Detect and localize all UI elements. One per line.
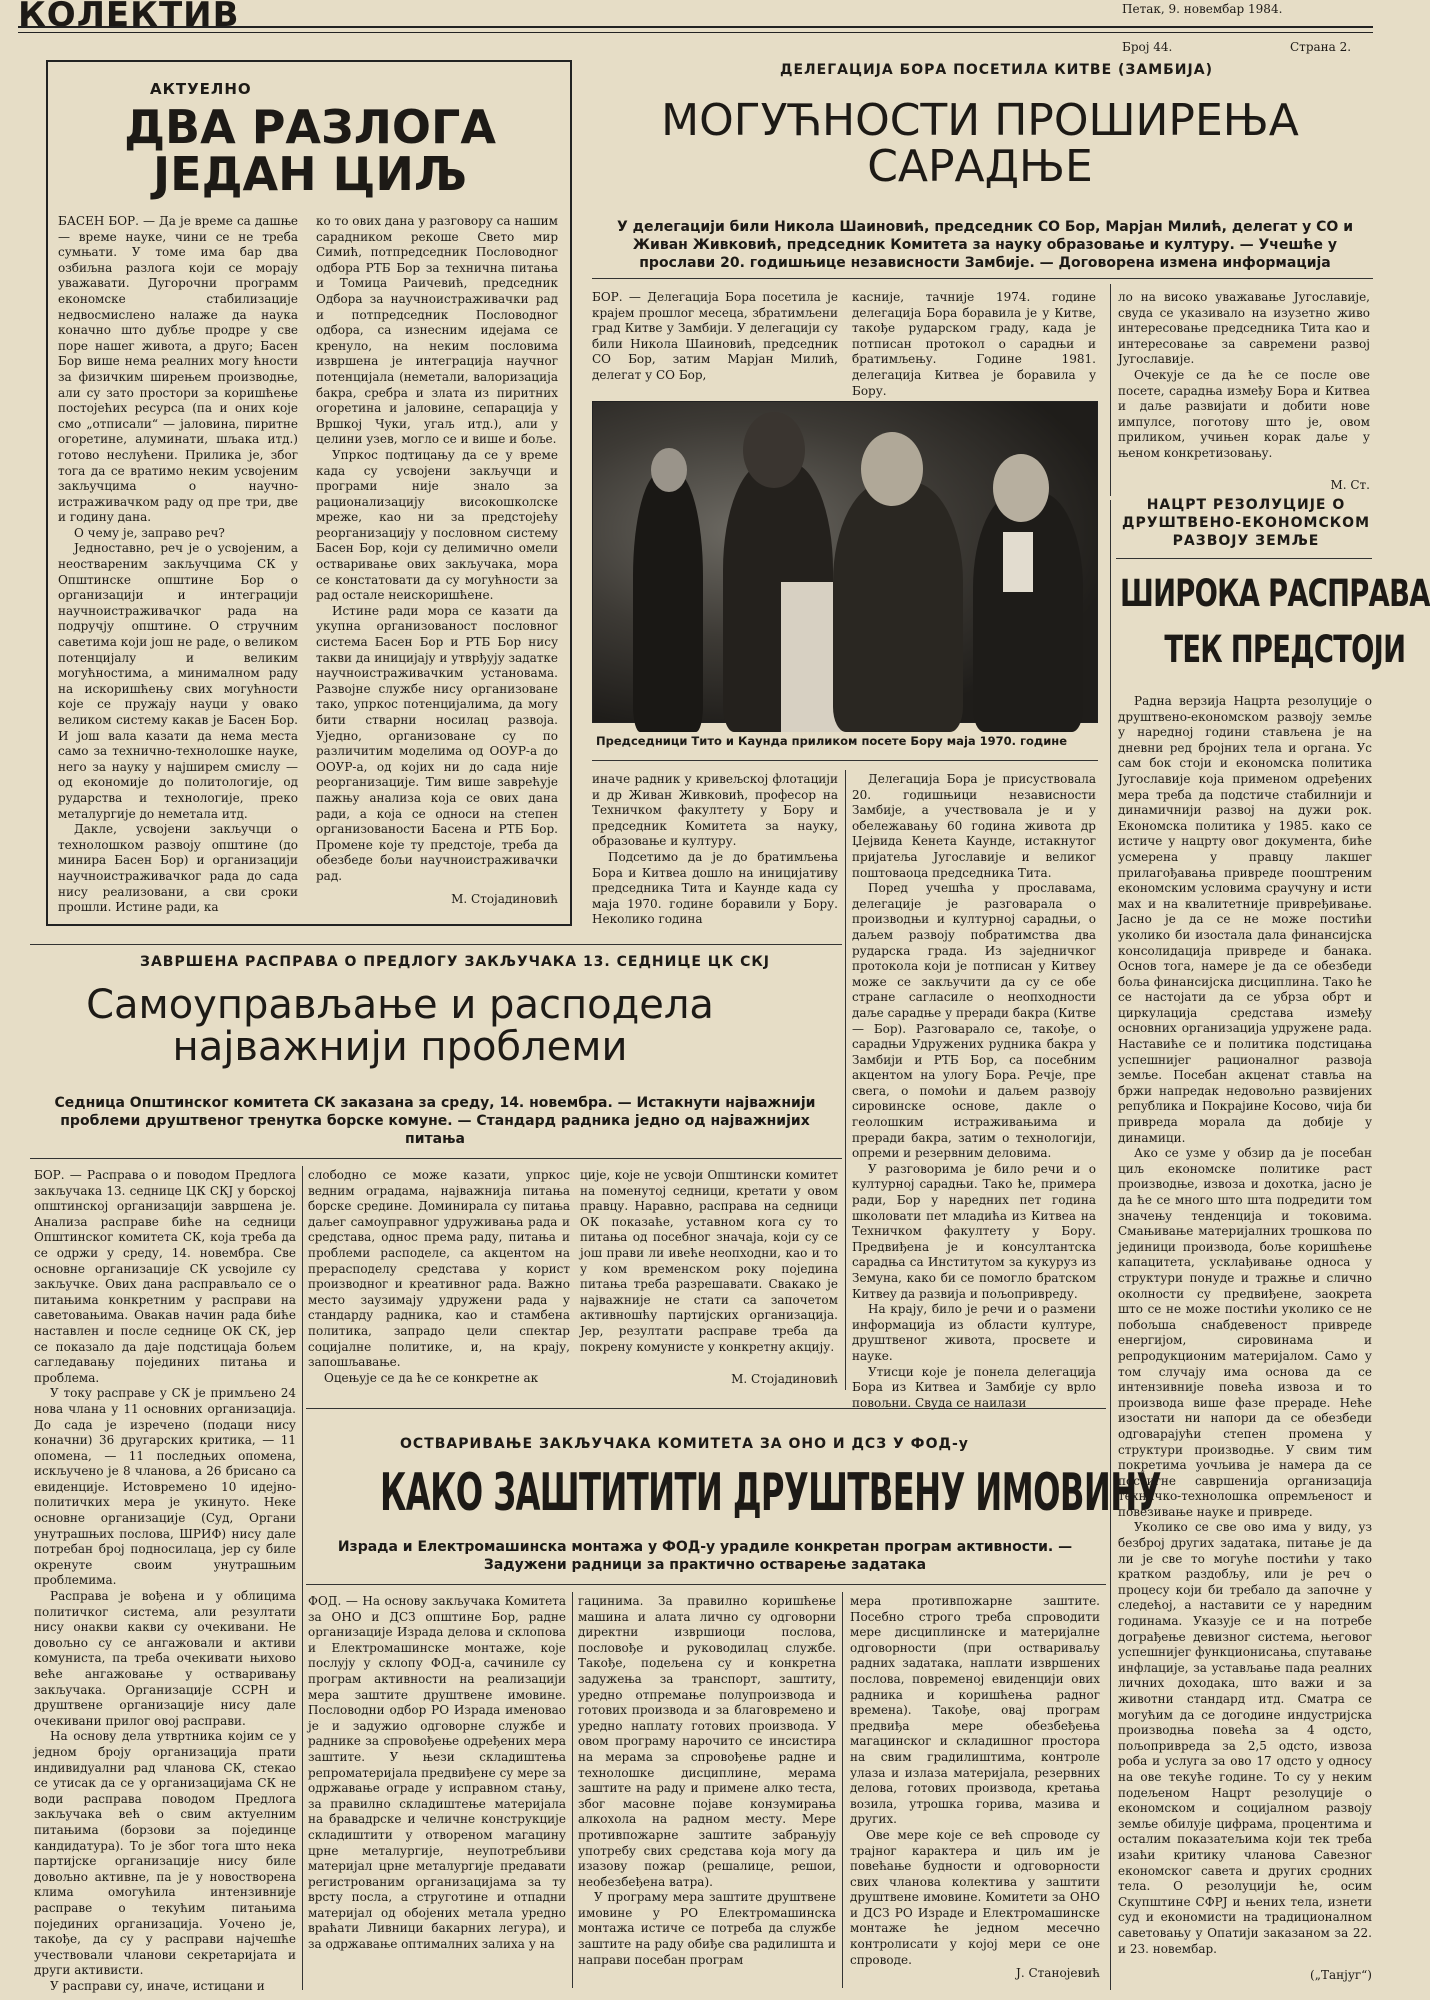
masthead: КОЛЕКТИВ [18, 0, 240, 35]
article1-title [60, 100, 560, 201]
column-divider [302, 1166, 303, 1990]
article4-column [1118, 694, 1372, 1964]
paragraph: У току расправе у СК је примљено 24 нова члана у 11 основних организација. До сада је изречено (подаци нису коначни) 36 другарских критика, — 11 опомена, — 11 последњих опомена, искључено је 8 чланова, а 26 брисано са евиденције. Истовремено 10 идејно-политичких мера је укинуто. Неке основне организације (Суд, Органи унутрашњих послова, ШРИФ) нису дале потребан број подносилаца, јер су биле окренуте своим унутрашњим проблемима. [34, 1386, 296, 1588]
column-divider [842, 1592, 843, 1988]
paragraph: Дакле, усвојени закључци о технолошком развоју општине (до минира Басен Бор) и организацији научноистраживачког рада до сада нису реализовани, а сви сроки прошли. Истине ради, ка [58, 822, 298, 915]
paragraph: Подсетимо да је до братимљења Бора и Китвеа дошло на иницијативу председника Тита и Каунде када су маја 1970. године боравили у Бору. Неколико година [592, 849, 838, 927]
article2-column-3-top [1118, 290, 1370, 460]
paragraph: БОР. — Расправа о и поводом Предлога закључака 13. седнице ЦК СКЈ у борској општинској организацији завршена је. Анализа расправе биће на седници Општинског комитета СК, која треба да се одржи у среду, 14. новембра. Све основне организације СК усвојиле су закључке. Ових дана расправљало се о питањима конкретним у расправи на саветовањима. Овакав начин рада биће наставлен и после седнице ОК СК, јер се показало да даје подстицаја бољем сагледавању појединих питања и проблема. [34, 1168, 296, 1385]
article3-title-line1: Самоуправљање и расподела [86, 982, 714, 1028]
paragraph: Расправа је вођена и у облицима политичког система, али резултати нису онакви какви су очекивани. Не довољно су се ангажовали и активи комуниста, па треба очекивати њихово веће ангажовање у остваривању закључака. Организације ССРН и друштвене организације нису дале очекивани прилог овој расправи. [34, 1589, 296, 1728]
column-divider [845, 770, 846, 1390]
article1-column-1 [58, 214, 298, 914]
article2-kicker: ДЕЛЕГАЦИЈА БОРА ПОСЕТИЛА КИТВЕ (ЗАМБИЈА) [780, 62, 1213, 78]
article3-title-line2: најважнији проблеми [172, 1024, 628, 1070]
article5-kicker: ОСТВАРИВАЊЕ ЗАКЉУЧАКА КОМИТЕТА ЗА ОНО И ДСЗ У ФОД-у [400, 1436, 969, 1452]
paragraph: Делегација Бора је присуствовала 20. годишњици независности Замбије, а учествовала је и у обележавању 60 година живота др Џејвида Кенета Каунде, истакнутог пријатеља Југославије и великог поштоваоца председника Тита. [852, 772, 1096, 880]
article1-column-2 [316, 214, 558, 884]
paragraph: Ако се узме у обзир да је посебан циљ економске политике раст производње, извоза и дохотка, јасно је да ће се много што шта подредити том значењу тенденција и токовима. Смањивање материјалних трошкова по јединици производа, боље коришћење капацитета, усклађивање односа у структури понуде и тражње и слично околности су предвиђене, заокрета што се не може постићи уколико се не побољша снабдевеност привреде енергијом, сировинама и репродукционим материјалом. Само у том случају има основа да се интензивније повећа извоза и то производа више фазе прераде. Неће изостати ни напори да се обезбеди одговарајући степен промена у структури производње. У свим тим покретима уочљива је намера да се постигне савршенија организација техничко-технолошка опремљеност и повезивање науке и привреде. [1118, 1146, 1372, 1519]
article5-rule [306, 1408, 1106, 1409]
article1-title-line2: ЈЕДАН ЦИЉ [153, 146, 467, 201]
article4-signature: („Танјуг“) [1310, 1968, 1372, 1982]
article3-lead-rule [30, 1158, 842, 1159]
paragraph: ФОД. — На основу закључака Комитета за ОНО и ДСЗ општине Бор, радне организације Израда делова и склопова и Електромашинске монтаже, које послују у склопу ФОД-а, сачиниле су програм активности на реализацији мера заштите друштвене имовине. Пословодни одбор РО Израда именовао је и задужио одговорне службе и раднике за спровођење одређених мера заштите. У њези складиштења репроматеријала предвиђене су мере за одржавање ограде у исправном стању, за правилно складиштење материјала на бравадрске и челичне конструкције складиштити у отвореном магацину црне металургије, неупотребљиви материјал црне металургије предавати регистрованим организацијама за ту врсту посла, а струготине и отпадни материјал од обојених метала уредно враћати Ливници бакарних легура), и за одржавање оптималних залиха у на [308, 1594, 566, 1952]
article3-signature: М. Стојадиновић [731, 1372, 838, 1386]
paragraph: ције, које не усвоји Општински комитет на поменутој седници, кретати у овом правцу. Наравно, расправа на седници ОК показаће, уставном кога су то питања од посебног значаја, који су се још прави ли ивеће неопходни, као и то у ком временском року поједина питања треба разрешавати. Свакако је најважније не стати са започетом активношћу партијских организација. Јер, резултати расправе треба да покрену комунисте у конкретну акцију. [580, 1168, 838, 1354]
article2-column-1-bottom [592, 772, 838, 927]
photo-tito-kaunda [592, 401, 1098, 723]
article5-lead-rule [306, 1584, 1106, 1585]
paragraph: На крају, било је речи и о размени информација из области културе, друштвеног живота, просвете и науке. [852, 1302, 1096, 1363]
article3-title [40, 984, 760, 1068]
paragraph: У разговорима је било речи и о културној сарадњи. Тако ће, примера ради, Бор у наредних пет година школовати пет младића из Китвеа на Техничком факултету у Бору. Предвиђена је и консултантска сарадња са Институтом за кукуруз из Земуна, како би се помогло братском Китвеу да развија и пољопривреду. [852, 1161, 1096, 1301]
header-date: Петак, 9. новембар 1984. [1122, 2, 1283, 16]
article3-column-1 [34, 1168, 296, 1993]
article3-lead: Седница Општинског комитета СК заказана за среду, 14. новембра. — Истакнути најважнији проблеми друштвеног тренутка борске комуне. — Стандард радника једно од најважнијих питања [54, 1095, 816, 1147]
article5-signature: Ј. Станојевић [1016, 1966, 1100, 1980]
article2-title-line1: МОГУЋНОСТИ ПРОШИРЕЊА [661, 95, 1299, 146]
article2-column-1-top [592, 290, 838, 394]
column-divider [1110, 284, 1111, 496]
article2-title-line2: САРАДЊЕ [867, 141, 1093, 193]
article4-kicker: НАЦРТ РЕЗОЛУЦИЈЕ О ДРУШТВЕНО-ЕКОНОМСКОМ РАЗВОЈУ ЗЕМЉЕ [1121, 497, 1371, 549]
header-issue: Број 44. [1122, 40, 1173, 54]
article1-signature: М. Стојадиновић [451, 892, 558, 906]
paragraph: Радна верзија Нацрта резолуције о друштвено-економском развоју земље у наредној години стављена је на дневни ред бројних тела и органа. Ус сам бок стоји и економска политика Југославије која применом одређених мера треба да подстиче стабилнији и динамичнији развој на дужи рок. Економска политика у 1985. како се истиче у нацрту овог документа, биће усмерена у правцу лакшег прилагођавања привреде пооштреним економским условима сраучуну и исти мах и на квалитетније привређивање. Јасно је да се не може постићи уколико би изостала дала финансијска консолидација привреде и банака. Основ тога, намере је да се обезбеди боља финансијска дисциплина. Тако ће се настојати да се убрза обрт и циркулација средстава између основних организација удружене рада. Наставиће се и политика подстицања успешнијег рационалног развоја земље. Посебан акценат ставља на бржи напредак недовољно развијених република и Покрајине Косово, чија би привреда морала да добије у динамици. [1118, 694, 1372, 1145]
paragraph: БОР. — Делегација Бора посетила је крајем прошлог месеца, збратимљени град Китве у Замбији. У делегацији су били Никола Шаиновић, председник СО Бор, затим Марјан Милић, делегат у СО Бор, [592, 290, 838, 382]
top-rule-thin [18, 32, 1373, 33]
article4-rule [1116, 558, 1372, 559]
paragraph: ло на високо уважавање Југославије, свуда се указивало на изузетно живо интересовање председника Тита као и интересовање за савремени развој Југославије. [1118, 290, 1370, 367]
article2-column-2-bottom [852, 772, 1096, 1410]
article2-column-2-top [852, 290, 1096, 398]
article3-kicker: ЗАВРШЕНА РАСПРАВА О ПРЕДЛОГУ ЗАКЉУЧАКА 13. СЕДНИЦЕ ЦК СКЈ [140, 954, 771, 970]
article5-column-1 [308, 1594, 566, 1988]
article4-title-line2: ТЕК ПРЕДСТОЈИ [1164, 628, 1406, 671]
paragraph: Истине ради мора се казати да укупна организованост пословног система Басен Бор и РТБ Бор нису такви да иницијају и утврђују задатке научноистраживачким установама. Развојне службе нису организоване тако, упркос потенцијалима, да могу бити стварни носилац развоја. Уједно, организоване су по различитим моделима од ООУР-а до ООУР-а, од којих ни до сада није реорганизације. Тим више заврећује пажњу анализа која се ових дана ради, а која се односи на степен организованости Басена и РТБ Бор. Промене које ту предстоје, треба да обезбеде бољи научноистраживачки рад. [316, 603, 558, 883]
article4-title-line1: ШИРОКА РАСПРАВА [1120, 572, 1430, 615]
paragraph: Ове мере које се већ спроводе су трајног карактера и циљ им је повећање будности и одговорности свих чланова колектива у заштити друштвене имовине. Комитети за ОНО и ДСЗ РО Израде и Електромашинске монтаже ће једном месечно контролисати у којој мери се оне спроводе. [850, 1827, 1100, 1967]
article3-column-2 [308, 1168, 570, 1385]
article5-lead: Израда и Електромашинска монтажа у ФОД-у урадиле конкретан програм активности. — Задужени радници за практично остварење задатака [337, 1539, 1073, 1573]
column-divider [1110, 500, 1111, 1990]
article3-column-3 [580, 1168, 838, 1368]
paragraph: Оцењује се да ће се конкретне ак [324, 1370, 539, 1385]
paragraph: У расправи су, иначе, истицани и [50, 1978, 265, 1993]
column-divider [572, 1592, 573, 1988]
paragraph: Поред учешћа у прославама, делегације је разговарала о производњи и културној сарадњи, о даљем развоју побратимства два рударска града. Из заједничког протокола који је потписан у Китвеу може се закључити да су се обе стране сагласиле о неопходности даље сарадње у преради бакра (Китве — Бор). Разговарало се, такође, о сарадњи Удружених рудника бакра у Замбији и РТБ Бор, са посебним акцентом на улогу Бора. Речје, пре свега, о помоћи и даљем развоју сировинске основе, дакле о геолошким истраживањима и преради бакра, затим о технологији, опреми и резервним деловима. [852, 881, 1096, 1161]
article5-column-2 [578, 1594, 836, 1988]
paragraph: касније, тачније 1974. године делегација Бора боравила је у Китве, такође рударском граду, када је потписан протокол о сарадњи и братимљењу. Године 1981. делегација Китвеа је боравила у Бору. [852, 290, 1096, 398]
article2-lead: У делегацији били Никола Шаиновић, председник СО Бор, Марјан Милић, делегат у СО и Живан Живковић, председник Комитета за науку образовање и културу. — Учешће у прослави 20. годишњице независности Замбије. — Договорена измена информација [616, 219, 1354, 271]
paragraph: мера противпожарне заштите. Посебно строго треба спроводити мере дисциплинске и материјалне одговорности (при оствариваљу радних задатака, наплати извршених послова, повременој евиденцији ових радника и коришћења радног времена). Такође, овај програм предвиђа мере обезбеђења магацинског и складишног простора на свим градилиштима, контроле улаза и излаза материјала, резервних делова, готових производа, кретања возила, утрошка горива, мазива и других. [850, 1594, 1100, 1827]
paragraph: слободно се може казати, упркос ведним оградама, најважнија питања борске средине. Доминирала су питања даљег самоуправног удруживања рада и средстава, однос према раду, питања и проблеми расподеле, са акцентом на прерасподелу средстава у корист производног и креативног рада. Важно место заузимају удружени рада у стандарду радника, као и стамбена политика, запрадо цели спектар социјалне политике, и, на крају, запошљавање. [308, 1168, 570, 1370]
article2-title [600, 95, 1360, 193]
article2-short-signature: М. Ст. [1330, 478, 1370, 492]
paragraph: У програму мера заштите друштвене имовине у РО Електромашинска монтажа истиче се потреба да службе заштите на раду обиђе сва радилишта и направи посебан програм [578, 1890, 836, 1967]
header-page: Страна 2. [1290, 40, 1352, 54]
paragraph: ко то ових дана у разговору са нашим сарадником рекоше Свето мир Симић, потпредседник Пословодног одбора РТБ Бор за технична питања и Томица Раичевић, председник Одбора за научноистраживачки рад и потпредседник Пословодног одбора, са изнесним идејама се кренуло, на неким пословима извршена је интеграција научног потенцијала (неметали, валоризација бакра, сребра и злата из пиритних огоретина и јаловине, сепарација у Вршкој Чуки, угаљ итд.), али у целини узев, могло се и више и боље. [316, 214, 558, 447]
caption-rule [592, 760, 1098, 761]
paragraph: БАСЕН БОР. — Да је време са дашње — време науке, чини се не треба сумњати. У томе има бар два озбиљна разлога који се морају уважавати. Дугорочни программ економске стабилизације недвосмислено налаже да наука коначно што дубље продре у све поре нашег живота, а друго; Басен Бор више нема реалних могу ћности за физичким ширењем производње, али су зато простори за коришћење постојећих ресурса (па и оних које смо „отписали“ — јаловина, пиритне огоретине, алуминати, шљака итд.) готово неслућени. Прилика је, због тога да се вратимо неким усвојеним закључцима о научно-истраживачком раду од пре три, две и годину дана. [58, 214, 298, 525]
paragraph: гацинима. За правилно коришћење машина и алата лично су одговорни директни извршиоци послова, пословође и руководилац службе. Такође, подељена су и конкретна задужења за транспорт, заштиту, уредно отпремање полупроизвода и готових производа и за благовремено и уредно наплату готових производа. У овом програму нарочито се инсистира на мерама за спровођење радне и технолошке дисциплине, мерама заштите на раду и примене алко теста, због масовне појаве конзумирања алкохола на радном месту. Мере противпожарне заштите забрањују употребу свих средстава која могу да изазову пожар (решалице, решои, необезбеђена ватра). [578, 1594, 836, 1889]
article1-title-line1: ДВА РАЗЛОГА [124, 100, 496, 154]
paragraph: Очекује се да ће се после ове посете, сарадња између Бора и Китвеа и даље развијати и добити нове импулсе, поготову што је, овом приликом, учињен корак даље у њеном конкретизовању. [1118, 367, 1370, 460]
paragraph: О чему је, заправо реч? [74, 525, 225, 540]
paragraph: Утисци које је понела делегација Бора из Китвеа и Замбије су врло повољни. Свуда се наилази [852, 1364, 1096, 1410]
paragraph: На основу дела утвртника којим се у једном броју организација прати индивидуални рад чланова СК, стекао се утисак да се у организацијама СК не води расправа поводом Предлога закључака већ о свим актуелним питањима (борзови за појединце кандидатура). То је због тога што нека партијске организације нису биле довољно активне, па је у новостворена клима омогућила интензивније расправе о текућим питањима појединих организација. Уочено је, такође, да су у расправи најчешће учествовали чланови секретаријата и други активисти. [34, 1729, 296, 1978]
paragraph: иначе радник у кривељској флотацији и др Живан Живковић, професор на Техничком факултету у Бору и председник Комитета за науку, образовање и културу. [592, 772, 838, 849]
article4-title [1120, 566, 1430, 678]
paragraph: Упркос подтицању да се у време када су усвојени закључци и програми није знало за рационализацију високошколске мреже, као ни за предстојећу реорганизацију у пословном систему Басен Бор, који су делимично омели остваривање ових закључака, мора се констатовати да су могућности за рад остале неискоришћене. [316, 447, 558, 603]
article5-column-3 [850, 1594, 1100, 1967]
photo-caption: Председници Тито и Каунда приликом посете Бору маја 1970. године [596, 734, 1068, 748]
article1-kicker: АКТУЕЛНО [150, 80, 252, 98]
paragraph: Уколико се све ово има у виду, уз безброј других задатака, питање је да ли је све то могуће постићи у тако кратком раздобљу, или је реч о процесу који би требало да започне у следећој, а наставити се у наредним годинама. Указује се и на потребе дограђење девизног система, његовог успешнијег функционисања, спутавање инфлације, за устављање пада реалних личних доходака, што важи и за животни стандард итд. Сматра се могућим да се догодине индустријска производња повећа за 4 одсто, пољопривреда за 2,5 одсто, извоза роба и услуга за ово 17 одсто у односу на ове текуће године. То су у неким подељеном Нацрт резолуције о економском и социјалном развоју земље обилује цифрама, процентима и осталим показатељима који тек треба изаћи критику чланова Савезног економског савета и других сродних тела. О резолуцији ће, осим Скупштине СФРЈ и њених тела, изнети суд и економисти на традиционалном саветовању у Опатији заказаном за 22. и 23. новембар. [1118, 1520, 1372, 1956]
paragraph: Једноставно, реч је о усвојеним, а неоствареним закључцима СК у Општинске општине Бор о организацији и интеграцији научноистраживачког рада на подручју општине. О стручним саветима који још не раде, о великом потенцијалу и великим могућностима, а минималном раду на искоришћењу свих могућности које се пружају науци у овако великом систему какав је Басен Бор. И још вала казати да нема места само за технично-технолошке науке, него за науку у најширем смислу — од економије до политологије, од рударства и технологије, преко металургије до неметала итд. [58, 541, 298, 821]
top-rule [18, 26, 1373, 28]
article3-rule [30, 944, 842, 945]
article2-rule [592, 278, 1373, 279]
article5-title: КАКО ЗАШТИТИТИ ДРУШТВЕНУ ИМОВИНУ [380, 1463, 1161, 1523]
